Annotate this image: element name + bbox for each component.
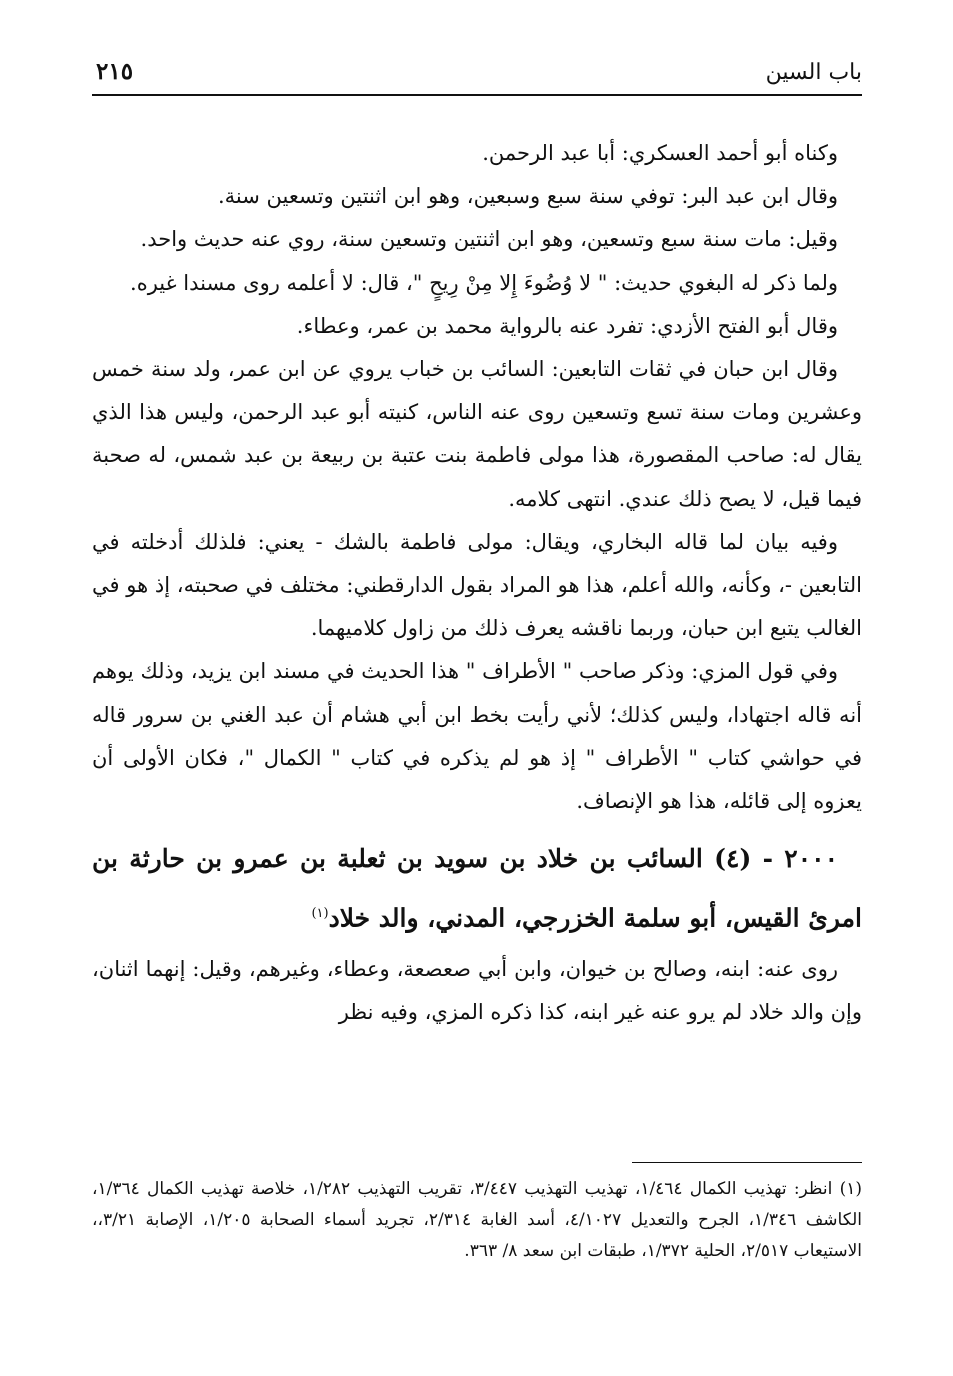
paragraph: وفيه بيان لما قاله البخاري، ويقال: مولى فاطمة بالشك - يعني: فلذلك أدخلته في التابعين -، وكأنه، والله أعلم، هذا هو المراد بقول الدارقطني: مختلف في صحبته، إذ هو في الغالب يتبع ابن حبان، وربما ناقشه يعرف ذلك من زاول كلاميهما. xyxy=(92,529,862,641)
footnote-divider xyxy=(632,1162,862,1163)
paragraph: وقال ابن عبد البر: توفي سنة سبع وسبعين، وهو ابن اثنتين وتسعين سنة. xyxy=(217,184,838,209)
paragraph: وقال أبو الفتح الأزدي: تفرد عنه بالرواية محمد بن عمر، وعطاء. xyxy=(296,313,838,338)
paragraph: وقال ابن حبان في ثقات التابعين: السائب بن خباب يروي عن ابن عمر، ولد سنة خمس وعشرين ومات سنة تسع وتسعين روى عنه الناس، كنيته أبو عبد الرحمن، وليس هذا الذي يقال له: صاحب المقصورة، هذا مولى فاطمة بنت عتبة بن ربيعة بن عبد شمس، له صحبة فيما قيل، لا يصح ذلك عندي. انتهى كلامه. xyxy=(92,357,862,511)
entry-heading-text: ٢٠٠٠ - (٤) السائب بن خلاد بن سويد بن ثعلبة بن عمرو بن حارثة بن امرئ القيس، أبو سلمة الخزرجي، المدني، والد خلاد xyxy=(92,844,862,933)
footnote-marker: (١) xyxy=(311,906,329,922)
main-text xyxy=(92,132,862,1034)
paragraph: ولما ذكر له البغوي حديث: " لا وُضُوءَ إِلا مِنْ رِيحٍ "، قال: لا أعلمه روى مسندا غيره. xyxy=(130,270,838,295)
paragraph: وفي قول المزي: وذكر صاحب " الأطراف " هذا الحديث في مسند ابن يزيد، وذلك يوهم أنه قاله اجتهادا، وليس كذلك؛ لأني رأيت بخط ابن أبي هشام أن عبد الغني بن سرور قاله في حواشي كتاب " الأطراف " إذ هو لم يذكره في كتاب " الكمال "، فكان الأولى أن يعزوه إلى قائله، هذا هو الإنصاف. xyxy=(92,659,862,814)
paragraph: وقيل: مات سنة سبع وتسعين، وهو ابن اثنتين وتسعين سنة، روي عنه حديث واحد. xyxy=(140,227,838,252)
book-page xyxy=(92,56,862,1356)
page-header xyxy=(92,56,862,96)
page-number: ٢١٥ xyxy=(96,58,134,85)
chapter-title: باب السين xyxy=(765,60,862,85)
paragraph: وكناه أبو أحمد العسكري: أبا عبد الرحمن. xyxy=(482,141,838,165)
footnote: (١) انظر: تهذيب الكمال ١/٤٦٤، تهذيب التهذيب ٣/٤٤٧، تقريب التهذيب ١/٢٨٢، خلاصة تهذيب الكمال ١/٣٦٤، الكاشف ١/٣٤٦، الجرح والتعديل ٤/١٠٢٧، أسد الغابة ٢/٣١٤، تجريد أسماء الصحابة ١/٢٠٥، الإصابة ٣/٢١،، الاستيعاب ٢/٥١٧، الحلية ١/٣٧٢، طبقات ابن سعد ٨/ ٣٦٣. xyxy=(92,1179,863,1261)
entry-paragraph: روى عنه: ابنه، وصالح بن خيوان، وابن أبي صعصعة، وعطاء، وغيرهم، وقيل: إنهما اثنان، وإن والد خلاد لم يرو عنه غير ابنه، كذا ذكره المزي، وفيه نظر xyxy=(92,956,862,1024)
entry-heading xyxy=(92,831,862,945)
